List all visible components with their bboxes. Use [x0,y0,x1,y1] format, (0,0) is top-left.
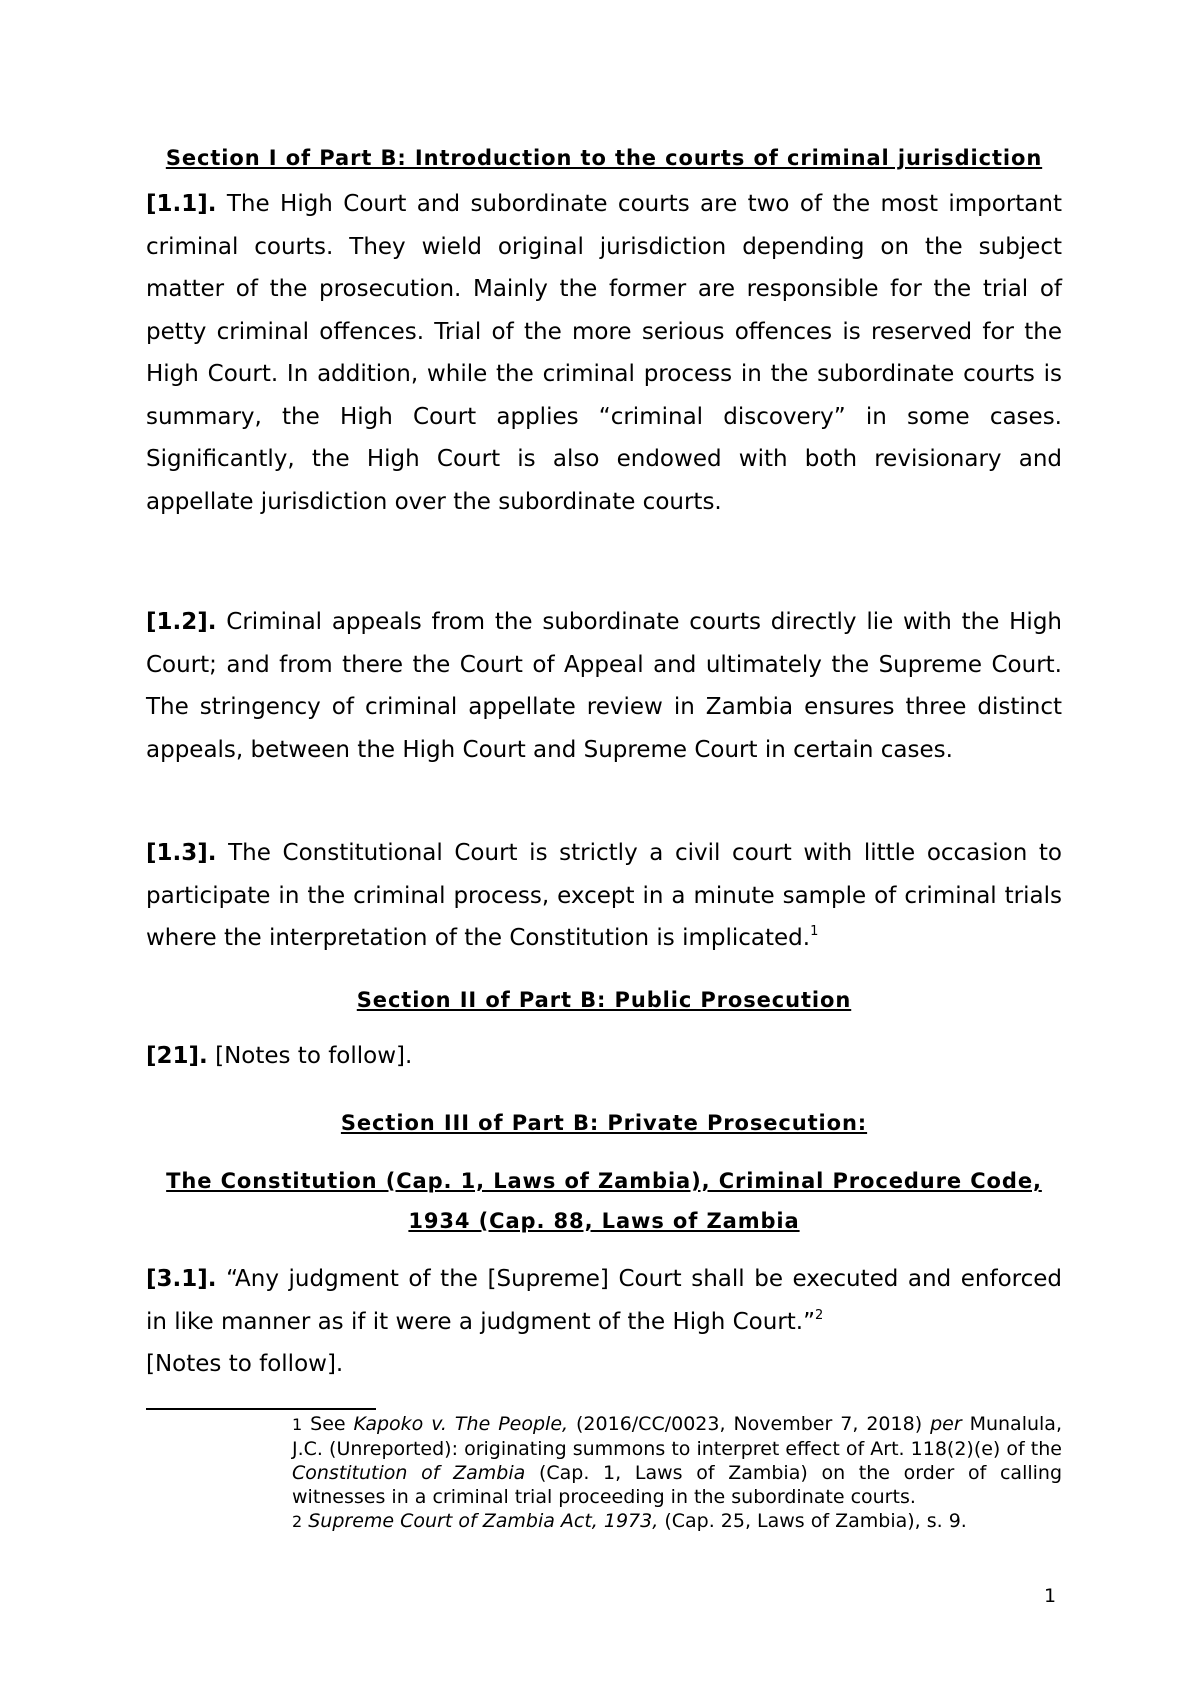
footnote-text: (Cap. 25, Laws of Zambia), s. 9. [658,1510,967,1532]
section-3-heading: Section III of Part B: Private Prosecution: [340,1111,868,1135]
paragraph-1-3 [146,832,1062,960]
section-2-heading: Section II of Part B: Public Prosecution [356,988,852,1012]
paragraph-1-2 [146,601,1062,771]
footnote-ref-2[interactable]: 2 [815,1307,824,1323]
footnote-number: 1 [292,1415,303,1434]
section-1-heading: Section I of Part B: Introduction to the courts of criminal jurisdiction [165,146,1043,170]
footnote-ref-1[interactable]: 1 [810,924,819,939]
paragraph-text: Criminal appeals from the subordinate courts directly lie with the High Court; and from there the Court of Appeal and ultimately the Supreme Court. The stringency of criminal appellate review in Zambia ensures three distinct appeals, between the High Court and Supreme Court in certain cases. [146,609,1062,763]
paragraph-text: The Constitutional Court is strictly a civil court with little occasion to participate in the criminal process, except in a minute sample of criminal trials where the interpretation of the Constitution is implicated. [146,840,1062,951]
per-term: per [930,1413,962,1435]
footnote-1 [292,1412,1062,1509]
paragraph-text: The High Court and subordinate courts are two of the most important criminal courts. They wield original jurisdiction depending on the subject matter of the prosecution. Mainly the former are responsible for the trial of petty criminal offences. Trial of the more serious offences is reserved for the High Court. In addition, while the criminal process in the subordinate courts is summary, the High Court applies “criminal discovery” in some cases. Significantly, the High Court is also endowed with both revisionary and appellate jurisdiction over the subordinate courts. [146,191,1062,515]
constitution-title: Constitution of Zambia [292,1462,526,1484]
footnotes [292,1412,1062,1534]
paragraph-text: [Notes to follow]. [207,1043,413,1069]
paragraph-number: [1.3]. [146,840,217,866]
footnote-2 [292,1509,1062,1534]
paragraph-number: [1.2]. [146,609,217,635]
footnote-separator [146,1408,376,1410]
footnote-text: (Cap. 1, Laws of Zambia) on the order of calling witnesses in a criminal trial proceeding in the subordinate courts. [292,1462,1063,1508]
paragraph-3-1 [146,1258,1062,1386]
case-name: Kapoko v. The People, [353,1413,569,1435]
footnote-number: 2 [292,1512,303,1531]
footnote-text: See [302,1413,354,1435]
paragraph-2-1 [146,1035,1062,1078]
paragraph-number: [1.1]. [146,191,217,217]
footnote-text: (2016/CC/0023, November 7, 2018) [568,1413,931,1435]
paragraph-1-1 [146,183,1062,523]
footnote-text: Munalula, J.C. (Unreported): originating summons to interpret effect of Art. 118(2)(e) of the [292,1413,1062,1460]
paragraph-text-continued: [Notes to follow]. [146,1351,344,1377]
paragraph-number: [3.1]. [146,1266,217,1292]
act-title: Supreme Court of Zambia Act, 1973, [302,1510,659,1532]
section-3-subheading-line-1: The Constitution (Cap. 1, Laws of Zambia), Criminal Procedure Code, [166,1169,1042,1193]
section-3-subheading-line-2: 1934 (Cap. 88, Laws of Zambia [408,1209,800,1233]
paragraph-number: [21]. [146,1043,208,1069]
page-number: 1 [1044,1585,1057,1607]
paragraph-text: “Any judgment of the [Supreme] Court shall be executed and enforced in like manner as if it were a judgment of the High Court.” [146,1266,1062,1335]
